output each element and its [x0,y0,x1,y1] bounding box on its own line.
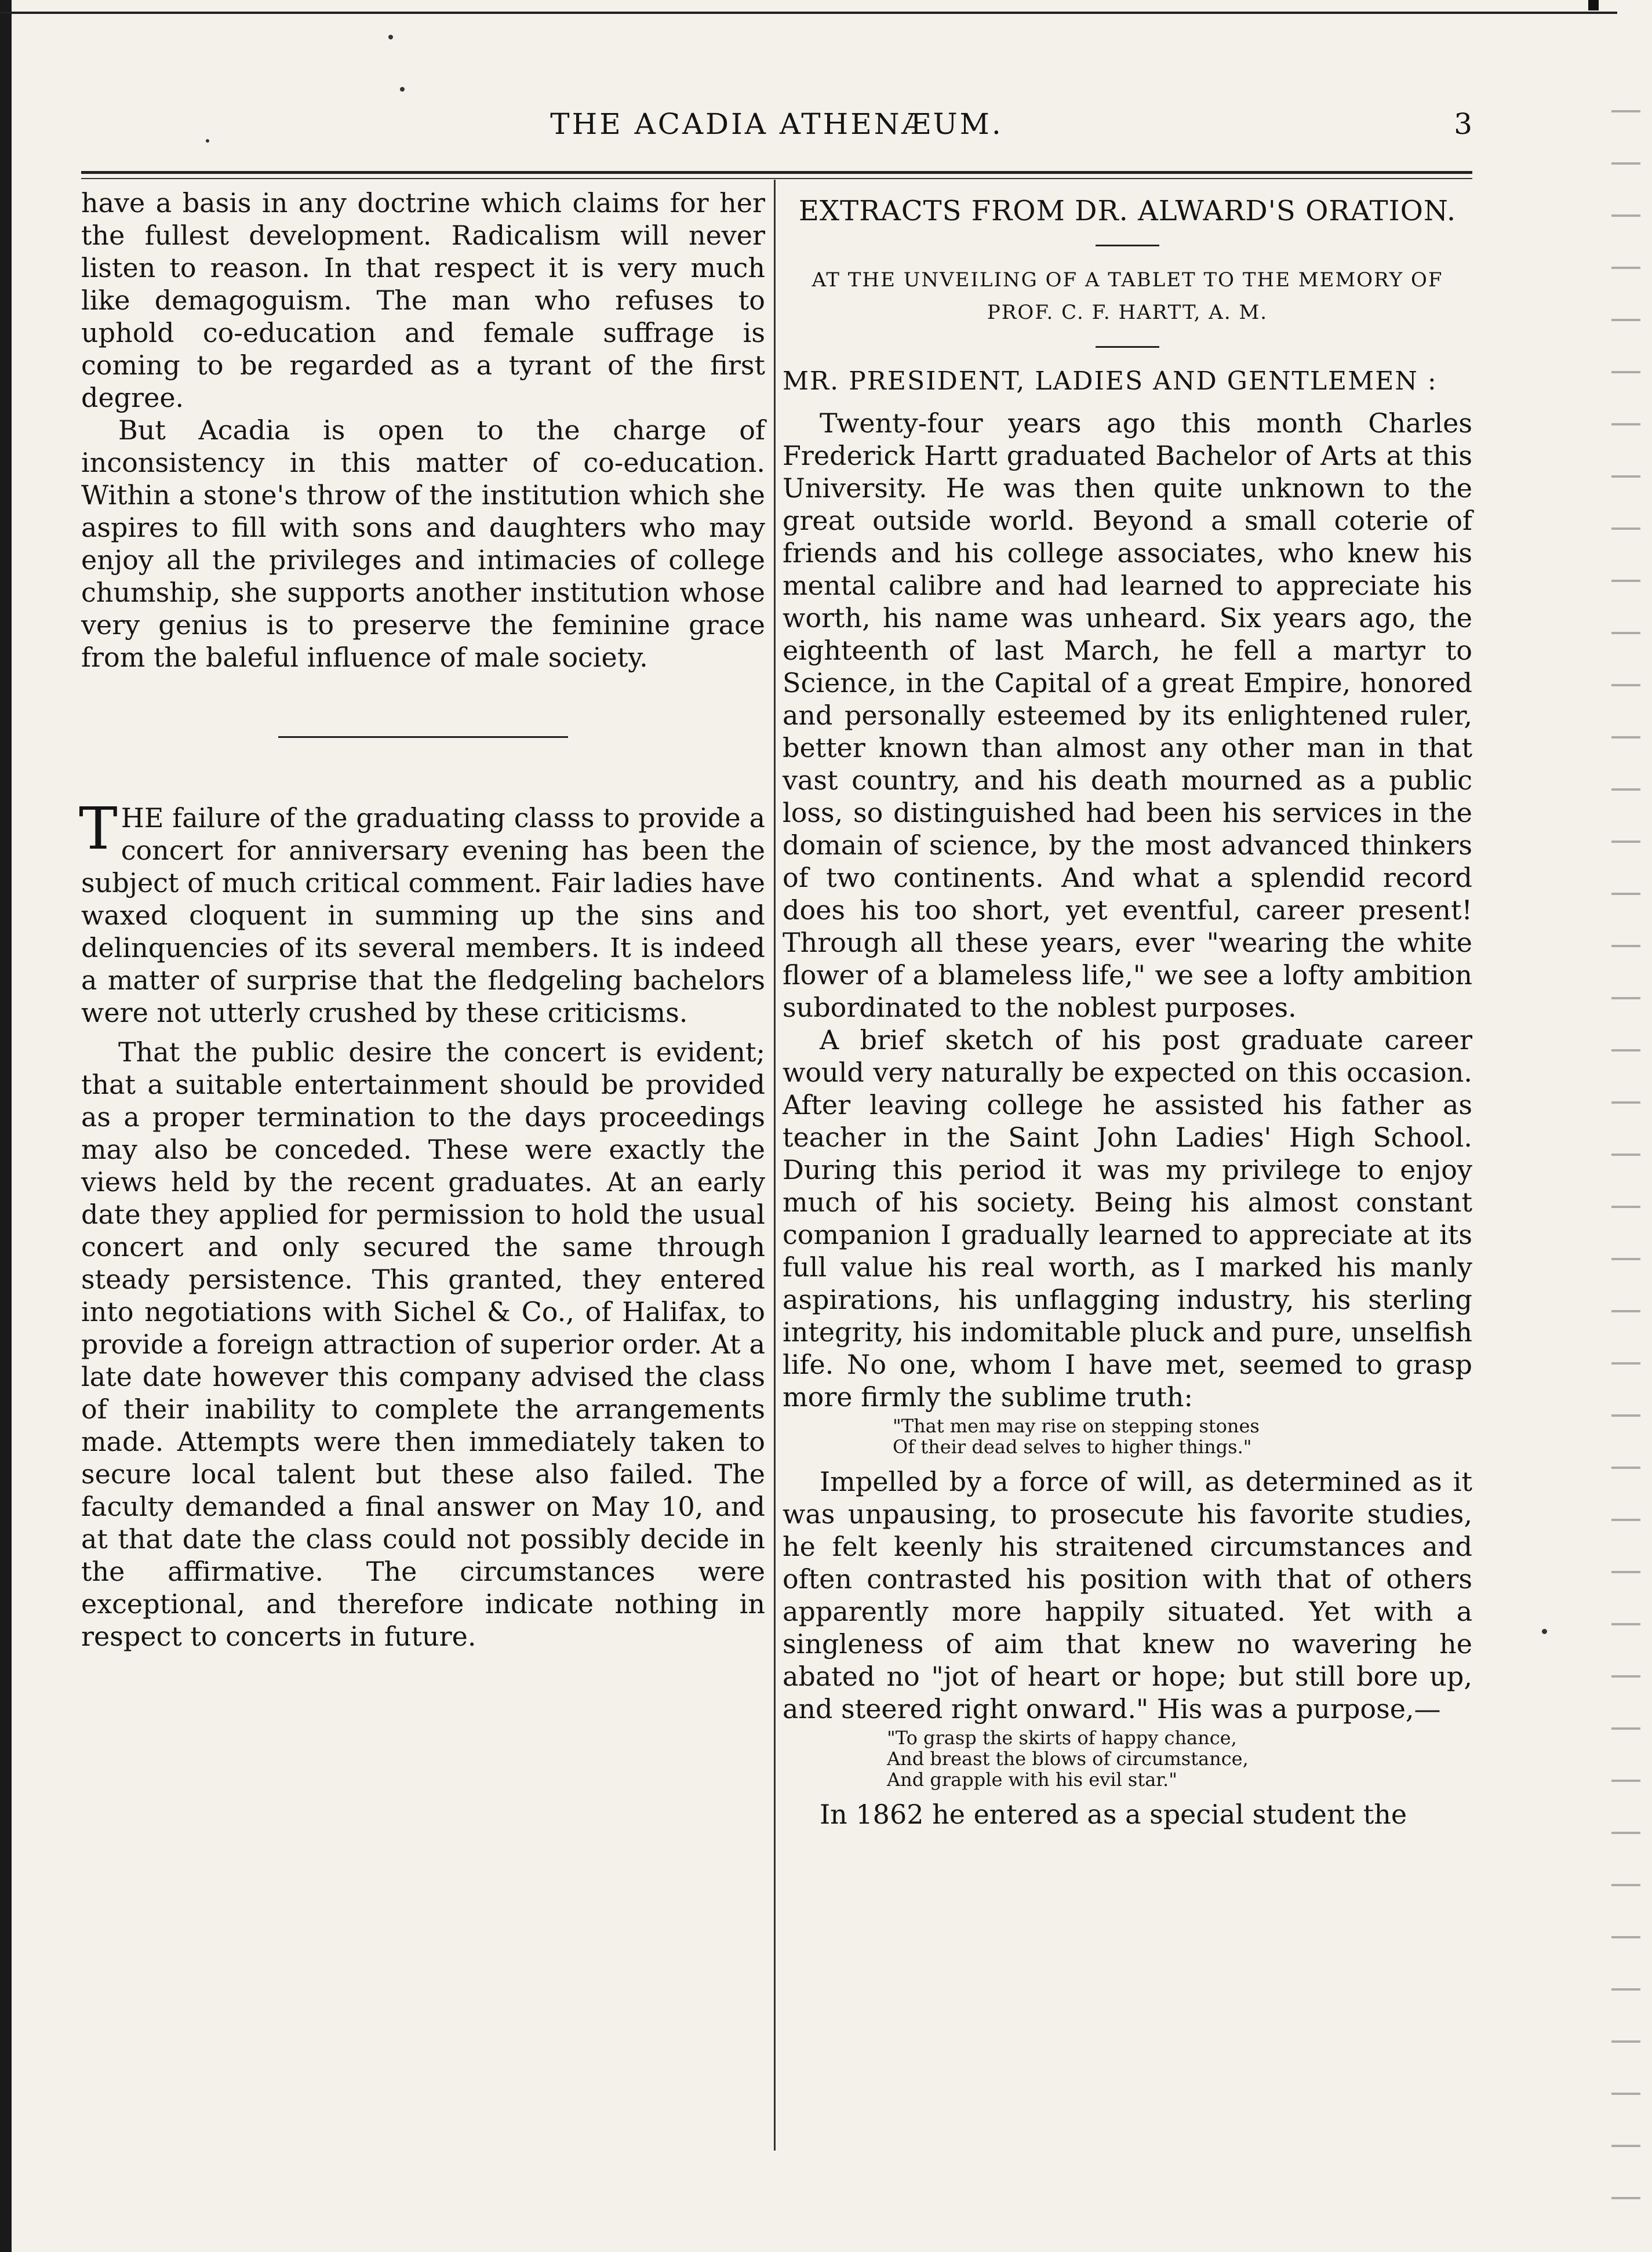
salutation: MR. PRESIDENT, LADIES AND GENTLEMEN : [783,366,1438,396]
paragraph: In 1862 he entered as a special student the [820,1799,1407,1830]
right-edge-noise [1611,87,1640,2232]
article-subheading: AT THE UNVEILING OF A TABLET TO THE MEMORY OF PROF. C. F. HARTT, A. M. [812,268,1443,324]
masthead-title: THE ACADIA ATHENÆUM. [550,107,1003,141]
short-rule [1096,346,1159,348]
ink-speck [400,87,405,92]
right-column [783,187,1472,1831]
paragraph-text: HE failure of the graduating classs to provide a concert for anniversary evening has been the subject of much critical comment. Fair ladies have waxed cloquent in summing up the sins and delinquencies of its several members. It is indeed a matter of surprise that the fledgeling bachelors were not utterly crushed by these criticisms. [81,802,765,1028]
page-number: 3 [1454,107,1472,141]
verse-line: "That men may rise on stepping stones [893,1415,1260,1437]
ink-speck [388,35,393,39]
paragraph: Impelled by a force of will, as determined as it was unpausing, to prosecute his favorite studies, he felt keenly his straitened circumstances and often contrasted his position with that of others apparently more happily situated. Yet with a singleness of aim that knew no wavering he abated no "jot of heart or hope; but still bore up, and steered right onward." His was a purpose,— [783,1466,1472,1725]
section-separator [278,736,568,738]
article-headline: EXTRACTS FROM DR. ALWARD'S ORATION. [798,195,1457,227]
column-divider [774,180,776,2151]
left-column [81,187,765,1653]
paragraph: A brief sketch of his post graduate career would very naturally be expected on this occasion. After leaving college he assisted his father as teacher in the Saint John Ladies' High School. During this period it was my privilege to enjoy much of his society. Being his almost constant companion I gradually learned to appreciate at its full value his real worth, as I marked his manly aspirations, his unflagging industry, his sterling integrity, his indomitable pluck and pure, unselfish life. No one, whom I have met, seemed to grasp more firmly the sublime truth: [783,1024,1472,1413]
drop-cap: T [79,795,118,863]
paragraph: have a basis in any doctrine which claims for her the fullest development. Radicalism will never listen to reason. In that respect it is very much like demagoguism. The man who refuses to uphold co-education and female suffrage is coming to be regarded as a tyrant of the first degree. [81,187,765,413]
scan-corner-mark [1588,0,1599,10]
paragraph: But Acadia is open to the charge of inconsistency in this matter of co-education. Within a stone's throw of the institution which she aspires to fill with sons and daughters who may enjoy all the privileges and intimacies of college chumship, she supports another institution whose very genius is to preserve the feminine grace from the baleful influence of male society. [81,414,765,673]
ink-speck [1542,1629,1547,1634]
header-rule-thin [81,178,1472,179]
binding-edge [0,0,12,2252]
paragraph [79,795,765,1029]
verse-line: Of their dead selves to higher things." [893,1436,1252,1458]
verse-line: "To grasp the skirts of happy chance, [887,1727,1237,1749]
scan-top-border [0,12,1617,14]
verse-quote [783,1727,1472,1790]
paragraph: Twenty-four years ago this month Charles Frederick Hartt graduated Bachelor of Arts at this University. He was then quite unknown to the great outside world. Beyond a small coterie of friends and his college associates, who knew his mental calibre and had learned to appreciate his worth, his name was unheard. Six years ago, the eighteenth of last March, he fell a martyr to Science, in the Capital of a great Empire, honored and personally esteemed by its enlightened ruler, better known than almost any other man in that vast country, and his death mourned as a public loss, so distinguished had been his services in the domain of science, by the most advanced thinkers of two continents. And what a splendid record does his too short, yet eventful, career present! Through all these years, ever "wearing the white flower of a blameless life," we see a lofty ambition subordinated to the noblest purposes. [783,408,1472,1023]
verse-quote [783,1416,1472,1457]
paragraph: That the public desire the concert is evident; that a suitable entertainment should be provided as a proper termination to the days proceedings may also be conceded. These were exactly the views held by the recent graduates. At an early date they applied for permission to hold the usual concert and only secured the same through steady persistence. This granted, they entered into negotiations with Sichel & Co., of Halifax, to provide a foreign attraction of superior order. At a late date however this company advised the class of their inability to complete the arrangements made. Attempts were then immediately taken to secure local talent but these also failed. The faculty demanded a final answer on May 10, and at that date the class could not possibly decide in the affirmative. The circumstances were exceptional, and therefore indicate nothing in respect to concerts in future. [81,1036,765,1652]
verse-line: And breast the blows of circumstance, [887,1748,1249,1770]
header-rule [81,171,1472,174]
running-header [81,107,1472,154]
verse-line: And grapple with his evil star." [887,1769,1177,1791]
short-rule [1096,245,1159,246]
